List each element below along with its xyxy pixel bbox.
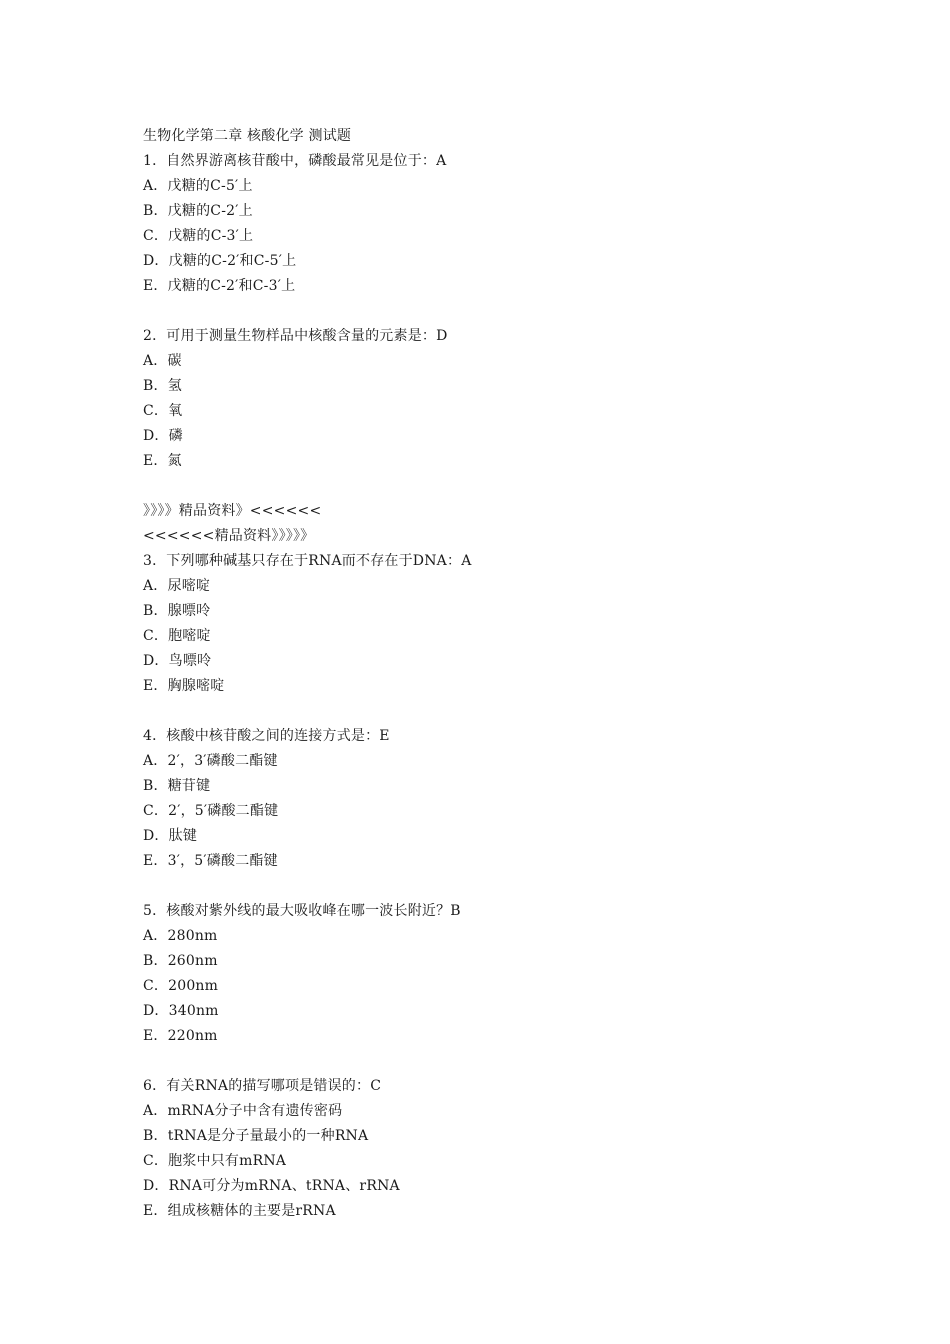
option-c: C．2′，5′磷酸二酯键 [143,803,279,819]
option-c: C．胞浆中只有mRNA [143,1153,287,1169]
spacer [143,474,843,499]
option-e: E．220nm [143,1028,218,1044]
option-e: E．胸腺嘧啶 [143,678,225,694]
option-e: E．组成核糖体的主要是rRNA [143,1203,336,1219]
option-d: D．肽键 [143,828,198,844]
question-stem: 3．下列哪种碱基只存在于RNA而不存在于DNA：A [143,553,472,569]
option-b: B．腺嘌呤 [143,603,211,619]
option-a: A．尿嘧啶 [143,578,211,594]
option-c: C．200nm [143,978,219,994]
option-d: D．磷 [143,428,183,444]
question-stem: 5．核酸对紫外线的最大吸收峰在哪一波长附近？B [143,903,461,919]
option-d: D．鸟嘌呤 [143,653,212,669]
option-c: C．戊糖的C-3′上 [143,228,254,244]
document-title: 生物化学第二章 核酸化学 测试题 [143,128,352,144]
watermark-line-1: 》》》》精品资料》<<<<<< [143,503,322,519]
question-5 [143,899,843,1049]
option-b: B．氢 [143,378,182,394]
option-b: B．糖苷键 [143,778,211,794]
option-a: A．280nm [143,928,218,944]
watermark-block [143,499,843,549]
option-c: C．胞嘧啶 [143,628,211,644]
option-e: E．氮 [143,453,182,469]
option-a: A．戊糖的C-5′上 [143,178,253,194]
question-4 [143,724,843,874]
option-b: B．tRNA是分子量最小的一种RNA [143,1128,369,1144]
option-d: D．RNA可分为mRNA、tRNA、rRNA [143,1178,400,1194]
option-a: A．2′，3′磷酸二酯键 [143,753,278,769]
option-b: B．戊糖的C-2′上 [143,203,253,219]
watermark-line-2: <<<<<<精品资料》》》》》 [143,528,315,544]
document-page [143,124,843,1224]
question-6 [143,1074,843,1224]
option-c: C．氧 [143,403,183,419]
option-a: A．碳 [143,353,182,369]
option-b: B．260nm [143,953,218,969]
spacer [143,1049,843,1074]
question-stem: 4．核酸中核苷酸之间的连接方式是：E [143,728,390,744]
question-stem: 6．有关RNA的描写哪项是错误的：C [143,1078,382,1094]
question-stem: 2．可用于测量生物样品中核酸含量的元素是：D [143,328,448,344]
question-3 [143,549,843,699]
option-d: D．戊糖的C-2′和C-5′上 [143,253,297,269]
option-e: E．戊糖的C-2′和C-3′上 [143,278,296,294]
question-2 [143,324,843,474]
spacer [143,299,843,324]
spacer [143,699,843,724]
option-e: E．3′，5′磷酸二酯键 [143,853,278,869]
option-d: D．340nm [143,1003,219,1019]
question-1 [143,149,843,299]
spacer [143,874,843,899]
option-a: A．mRNA分子中含有遗传密码 [143,1103,343,1119]
question-stem: 1．自然界游离核苷酸中，磷酸最常见是位于：A [143,153,447,169]
